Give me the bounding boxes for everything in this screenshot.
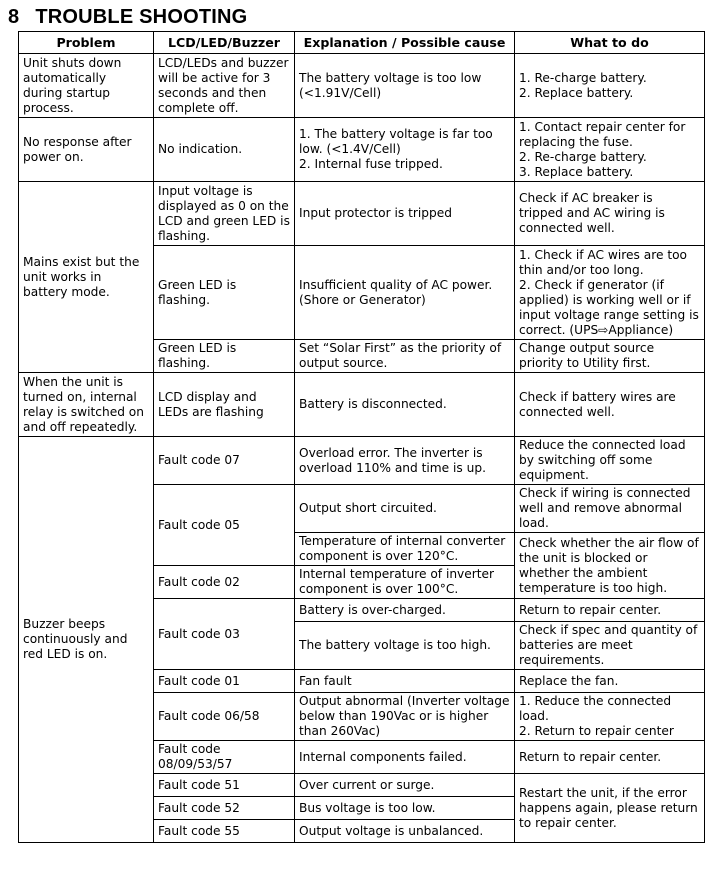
indicator-cell: Green LED is flashing. [154,246,295,340]
action-line: 1. Contact repair center for replacing the fuse. [519,119,686,149]
explanation-cell: Over current or surge. [295,774,515,797]
explanation-cell: Output voltage is unbalanced. [295,820,515,843]
explanation-cell: Internal temperature of inverter component is over 100°C. [295,566,515,599]
explanation-cell: Internal components failed. [295,741,515,774]
column-header-action: What to do [515,32,705,54]
action-cell: Check if wiring is connected well and remove abnormal load. [515,485,705,533]
problem-cell: Buzzer beeps continuously and red LED is on. [19,437,154,843]
fault-code-cell: Fault code 05 [154,485,295,566]
action-cell [515,54,705,118]
explanation-cell: The battery voltage is too high. [295,622,515,670]
section-number: 8 [8,6,20,28]
action-line: 1. Reduce the connected load. [519,694,672,723]
action-line: 1. Check if AC wires are too thin and/or too long. [519,247,688,277]
problem-cell: When the unit is turned on, internal relay is switched on and off repeatedly. [19,373,154,437]
problem-cell: Mains exist but the unit works in battery mode. [19,182,154,373]
fault-code-cell: Fault code 02 [154,566,295,599]
table-row [19,118,705,182]
action-cell: Return to repair center. [515,599,705,622]
indicator-cell: No indication. [154,118,295,182]
explanation-line: 1. The battery voltage is far too low. (<1.4V/Cell) [299,127,493,156]
column-header-indicator: LCD/LED/Buzzer [154,32,295,54]
action-line: 2. Re-charge battery. [519,149,647,164]
indicator-cell: LCD/LEDs and buzzer will be active for 3 seconds and then complete off. [154,54,295,118]
fault-code-cell: Fault code 51 [154,774,295,797]
action-line: 3. Replace battery. [519,164,634,179]
action-cell: Restart the unit, if the error happens again, please return to repair center. [515,774,705,843]
action-line: 2. Check if generator (if applied) is working well or if input voltage range setting is correct. (UPS⇨Appliance) [519,277,699,337]
section-title: TROUBLE SHOOTING [35,6,248,28]
column-header-explanation: Explanation / Possible cause [295,32,515,54]
action-cell [515,246,705,340]
indicator-cell: Green LED is flashing. [154,340,295,373]
fault-code-cell: Fault code 08/09/53/57 [154,741,295,774]
table-header-row [19,32,705,54]
fault-code-cell: Fault code 55 [154,820,295,843]
indicator-cell: Input voltage is displayed as 0 on the LCD and green LED is flashing. [154,182,295,246]
explanation-cell: The battery voltage is too low (<1.91V/Cell) [295,54,515,118]
table-row [19,437,705,485]
fault-code-cell: Fault code 03 [154,599,295,670]
explanation-cell: Battery is over-charged. [295,599,515,622]
explanation-cell: Overload error. The inverter is overload 110% and time is up. [295,437,515,485]
table-row [19,373,705,437]
action-cell: Check if battery wires are connected well. [515,373,705,437]
action-cell: Check if spec and quantity of batteries are meet requirements. [515,622,705,670]
indicator-cell: LCD display and LEDs are flashing [154,373,295,437]
column-header-problem: Problem [19,32,154,54]
table-row [19,182,705,246]
explanation-cell: Bus voltage is too low. [295,797,515,820]
action-line: 1. Re-charge battery. [519,70,647,85]
action-cell: Return to repair center. [515,741,705,774]
action-line: 2. Return to repair center [519,724,674,738]
action-cell: Check whether the air flow of the unit is blocked or whether the ambient temperature is too high. [515,533,705,599]
action-cell: Check if AC breaker is tripped and AC wiring is connected well. [515,182,705,246]
troubleshooting-table [18,31,705,843]
action-line: 2. Replace battery. [519,85,634,100]
action-cell: Change output source priority to Utility first. [515,340,705,373]
table-row [19,54,705,118]
explanation-cell: Temperature of internal converter component is over 120°C. [295,533,515,566]
explanation-line: 2. Internal fuse tripped. [299,157,443,171]
fault-code-cell: Fault code 07 [154,437,295,485]
problem-cell: No response after power on. [19,118,154,182]
section-heading [8,4,247,30]
action-cell [515,693,705,741]
explanation-cell: Insufficient quality of AC power. (Shore or Generator) [295,246,515,340]
explanation-cell: Output short circuited. [295,485,515,533]
fault-code-cell: Fault code 01 [154,670,295,693]
explanation-cell: Battery is disconnected. [295,373,515,437]
explanation-cell: Input protector is tripped [295,182,515,246]
action-cell [515,118,705,182]
action-cell: Reduce the connected load by switching off some equipment. [515,437,705,485]
explanation-cell: Fan fault [295,670,515,693]
explanation-cell: Output abnormal (Inverter voltage below than 190Vac or is higher than 260Vac) [295,693,515,741]
problem-cell: Unit shuts down automatically during startup process. [19,54,154,118]
fault-code-cell: Fault code 52 [154,797,295,820]
action-cell: Replace the fan. [515,670,705,693]
fault-code-cell: Fault code 06/58 [154,693,295,741]
explanation-cell: Set “Solar First” as the priority of output source. [295,340,515,373]
explanation-cell [295,118,515,182]
